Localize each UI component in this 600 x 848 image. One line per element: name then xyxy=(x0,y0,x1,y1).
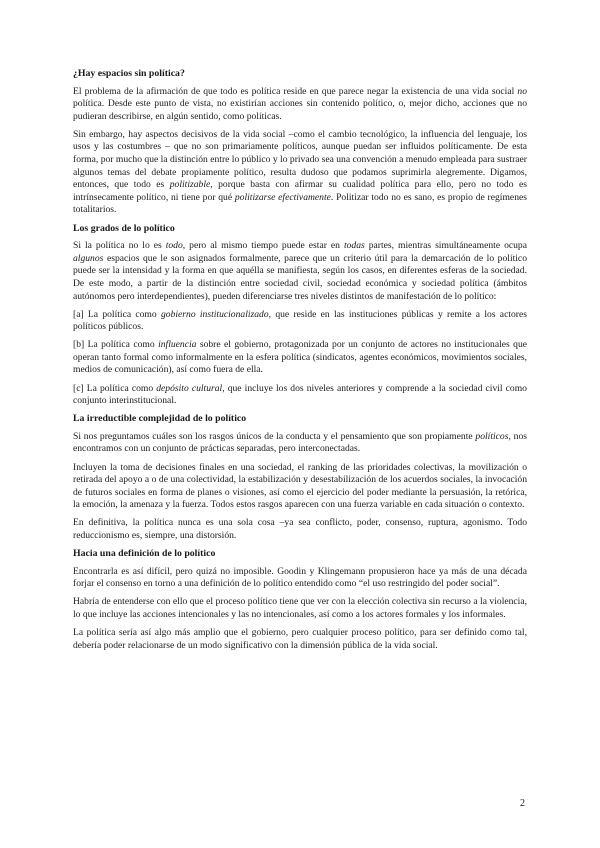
paragraph xyxy=(73,129,527,217)
text-run: Encontrarla es así difícil, pero quizá no imposible. Goodin y Klingemann propusieron hace ya más de una década forjar el consenso en torno a una definición de lo político entendido como “el uso restringido del poder social”. xyxy=(73,565,527,590)
paragraph xyxy=(73,309,527,334)
italic-text: depósito cultural xyxy=(156,382,223,394)
italic-text: politizarse efectivamente xyxy=(234,191,331,203)
text-run: [b] La política como xyxy=(73,339,159,351)
section-heading: Los grados de lo político xyxy=(73,222,175,234)
text-run: política. Desde este punto de vista, no existirían acciones sin contenido político, o, mejor dicho, acciones que no pudieran describirse, en algún sentido, como políticas. xyxy=(73,98,527,122)
text-run: [a] La política como xyxy=(73,308,161,320)
text-run: , que incluye los dos niveles anteriores y comprende a la sociedad civil como conjunto interinstitucional. xyxy=(73,382,527,407)
paragraph xyxy=(73,383,527,408)
paragraph xyxy=(73,566,527,591)
paragraph xyxy=(73,596,527,621)
paragraph xyxy=(73,627,527,652)
text-run: Si la política no lo es xyxy=(73,240,166,252)
text-run: En definitiva, la política nunca es una sola cosa –ya sea conflicto, poder, consenso, ruptura, agonismo. Todo reduccionismo es, siempre, una distorsión. xyxy=(73,517,527,541)
italic-text: políticos xyxy=(475,430,509,442)
text-run: partes, mientras simultáneamente ocupa xyxy=(364,240,527,252)
text-run: . Politizar todo no es sano, es propio de regímenes totalitarios. xyxy=(73,191,527,216)
text-run: , porque basta con afirmar su cualidad política para ello, pero no todo es intrínsecamente político, ni tiene por qué xyxy=(73,179,527,203)
text-run: , que reside en las instituciones públicas y remite a los actores políticos públicos. xyxy=(73,308,527,333)
page-number: 2 xyxy=(520,798,525,809)
text-run: sobre el gobierno, protagonizada por un conjunto de actores no institucionales que operan tanto formal como informalmente en la esfera política (sindicatos, agentes económicos, movimientos sociales, medios de comunicación), así como fuera de ella. xyxy=(73,339,527,376)
paragraph xyxy=(73,517,527,542)
text-run: espacios que le son asignados formalmente, parece que un criterio útil para la demarcación de lo político puede ser la intensidad y la forma en que aquélla se manifiesta, según los casos, en diferentes esferas de la sociedad. De este modo, a partir de la distinción entre sociedad civil, sociedad económica y sociedad política (ámbitos autónomos pero interdependientes), pueden diferenciarse tres niveles distintos de manifestación de lo político: xyxy=(73,252,527,302)
text-run: Incluyen la toma de decisiones finales en una sociedad, el ranking de las prioridades colectivas, la movilización o retirada del apoyo a o de una colectividad, la estabilización y desestabilización de los acuerdos sociales, la invocación de futuros sociales en forma de planes o visiones, así como el ejercicio del poder mediante la persuasión, la retórica, la emoción, la amenaza y la fuerza. Todos estos rasgos aparecen con una fuerza variable en cada situación o contexto. xyxy=(73,461,527,511)
section-heading: Hacia una definición de lo político xyxy=(73,548,216,560)
italic-text: todo xyxy=(165,240,183,252)
paragraph xyxy=(73,462,527,512)
text-run: Sin embargo, hay aspectos decisivos de la vida social –como el cambio tecnológico, la influencia del lenguaje, los usos y las costumbres – que no son primariamente políticos, aunque puedan ser influidos políticamente. De esta forma, por mucho que la distinción entre lo público y lo privado sea una convención a menudo empleada para sustraer algunos temas del debate propiamente político, resulta dudoso que podamos suprimirla alegremente. Digamos, entonces, que todo es xyxy=(73,128,527,191)
paragraph xyxy=(73,86,527,124)
document-body xyxy=(73,68,527,658)
italic-text: gobierno institucionalizado xyxy=(160,308,269,320)
italic-text: politizable xyxy=(169,179,211,191)
italic-text: no xyxy=(517,85,527,97)
text-run: Si nos preguntamos cuáles son los rasgos únicos de la conducta y el pensamiento que son propiamente xyxy=(73,430,476,442)
italic-text: influencia xyxy=(158,339,197,351)
text-run: El problema de la afirmación de que todo es política reside en que parece negar la existencia de una vida social xyxy=(73,85,518,97)
section-heading: ¿Hay espacios sin política? xyxy=(73,68,185,79)
italic-text: algunos xyxy=(73,252,104,264)
text-run: , nos encontramos con un conjunto de prácticas separadas, pero interconectadas. xyxy=(73,430,527,455)
text-run: , pero al mismo tiempo puede estar en xyxy=(182,240,344,252)
text-run: Habría de entenderse con ello que el proceso político tiene que ver con la elección colectiva sin recurso a la violencia, lo que incluye las acciones intencionales y las no intencionales, así como a los actores formales y los informales. xyxy=(73,596,527,620)
text-run: La política sería así algo más amplio que el gobierno, pero cualquier proceso político, para ser definido como tal, debería poder relacionarse de un modo significativo con la dimensión pública de la vida social. xyxy=(73,627,527,651)
text-run: [c] La política como xyxy=(73,382,157,394)
paragraph xyxy=(73,339,527,377)
section-heading: La irreductible complejidad de lo político xyxy=(73,413,247,425)
italic-text: todas xyxy=(343,240,365,252)
paragraph xyxy=(73,431,527,456)
paragraph xyxy=(73,240,527,303)
